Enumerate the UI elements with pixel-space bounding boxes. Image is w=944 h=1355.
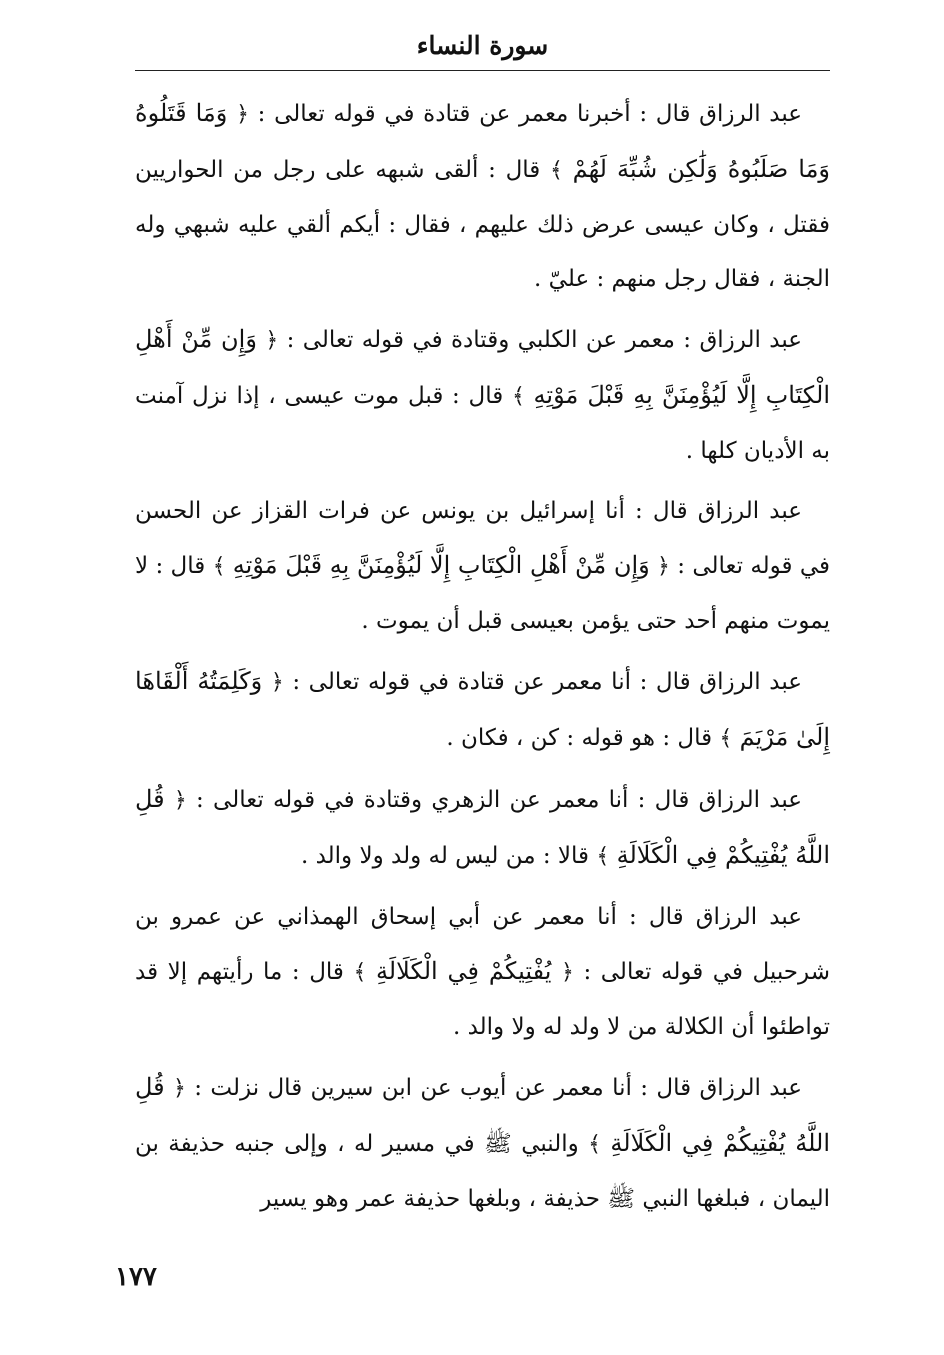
paragraph-4 — [135, 654, 830, 766]
narration-intro: عبد الرزاق قال : أنا معمر عن قتادة في قوله تعالى : — [292, 669, 802, 695]
verse-open-bracket: ﴿ — [270, 670, 284, 695]
narration-intro: عبد الرزاق قال : أنا معمر عن الزهري وقتادة في قوله تعالى : — [196, 787, 803, 813]
verse-open-bracket: ﴿ — [265, 328, 279, 353]
paragraph-5 — [135, 772, 830, 884]
paragraph-1 — [135, 86, 830, 306]
header-divider — [135, 70, 830, 71]
quran-verse: وَإِن مِّنْ أَهْلِ الْكِتَابِ إِلَّا لَيُؤْمِنَنَّ بِهِ قَبْلَ مَوْتِهِ — [135, 325, 830, 409]
verse-close-bracket: ﴾ — [212, 554, 226, 579]
page-body — [135, 86, 830, 1232]
verse-close-bracket: ﴾ — [550, 158, 563, 183]
commentary-text: قال : ألقى شبهه على رجل من الحواريين فقتل ، وكان عيسى عرض ذلك عليهم ، فقال : أيكم ألقي عليه شبهي وله الجنة ، فقال رجل منهم : عليّ . — [135, 157, 830, 292]
verse-open-bracket: ﴿ — [236, 102, 249, 127]
quran-verse: وَإِن مِّنْ أَهْلِ الْكِتَابِ إِلَّا لَيُؤْمِنَنَّ بِهِ قَبْلَ مَوْتِهِ — [232, 551, 650, 579]
verse-close-bracket: ﴾ — [353, 960, 367, 985]
narration-intro: عبد الرزاق قال : أنا إسرائيل بن يونس عن فرات القزاز عن الحسن في قوله تعالى : — [135, 498, 831, 579]
commentary-text: قالا : من ليس له ولد ولا والد . — [300, 843, 590, 869]
paragraph-6 — [135, 890, 830, 1054]
commentary-text: قال : لا يموت منهم أحد حتى يؤمن بعيسى قبل أن يموت . — [135, 553, 830, 634]
verse-close-bracket: ﴾ — [511, 384, 525, 409]
verse-open-bracket: ﴿ — [657, 554, 670, 579]
narration-intro: عبد الرزاق قال : أنا معمر عن أبي إسحاق الهمذاني عن عمرو بن شرحبيل في قوله تعالى : — [135, 904, 830, 985]
verse-open-bracket: ﴿ — [173, 1076, 186, 1101]
verse-open-bracket: ﴿ — [173, 788, 187, 813]
commentary-text: قال : هو قوله : كن ، فكان . — [446, 725, 713, 751]
page-title: سورة النساء — [416, 31, 549, 60]
page-number: ١٧٧ — [115, 1262, 157, 1292]
verse-open-bracket: ﴿ — [561, 960, 574, 985]
paragraph-2 — [135, 312, 830, 478]
verse-close-bracket: ﴾ — [596, 844, 610, 869]
narration-intro: عبد الرزاق قال : أنا معمر عن أيوب عن ابن سيرين قال نزلت : — [194, 1075, 802, 1101]
quran-verse: يُفْتِيكُمْ فِي الْكَلَالَةِ — [375, 957, 552, 985]
narration-intro: عبد الرزاق قال : أخبرنا معمر عن قتادة في قوله تعالى : — [257, 101, 803, 127]
commentary-text: والنبي ﷺ في مسير له ، وإلى جنبه حذيفة بن اليمان ، فبلغها النبي ﷺ حذيفة ، وبلغها حذيفة عمر وهو يسير — [135, 1131, 830, 1212]
quran-verse: وَكَلِمَتُهُ أَلْقَاهَا إِلَىٰ مَرْيَمَ — [135, 667, 830, 751]
verse-close-bracket: ﴾ — [719, 726, 733, 751]
quran-verse: وَمَا قَتَلُوهُ وَمَا صَلَبُوهُ وَلَٰكِن شُبِّهَ لَهُمْ — [135, 99, 831, 183]
narration-intro: عبد الرزاق : معمر عن الكلبي وقتادة في قوله تعالى : — [286, 327, 802, 353]
verse-close-bracket: ﴾ — [588, 1132, 602, 1157]
paragraph-7 — [135, 1060, 830, 1226]
commentary-text: قال : قبل موت عيسى ، إذا نزل آمنت به الأديان كلها . — [135, 383, 830, 464]
commentary-text: قال : ما رأيتهم إلا قد تواطئوا أن الكلالة من لا ولد له ولا والد . — [135, 959, 830, 1040]
quran-verse: قُلِ اللَّهُ يُفْتِيكُمْ فِي الْكَلَالَةِ — [135, 1073, 831, 1157]
quran-verse: قُلِ اللَّهُ يُفْتِيكُمْ فِي الْكَلَالَةِ — [135, 785, 830, 869]
paragraph-3 — [135, 484, 830, 648]
